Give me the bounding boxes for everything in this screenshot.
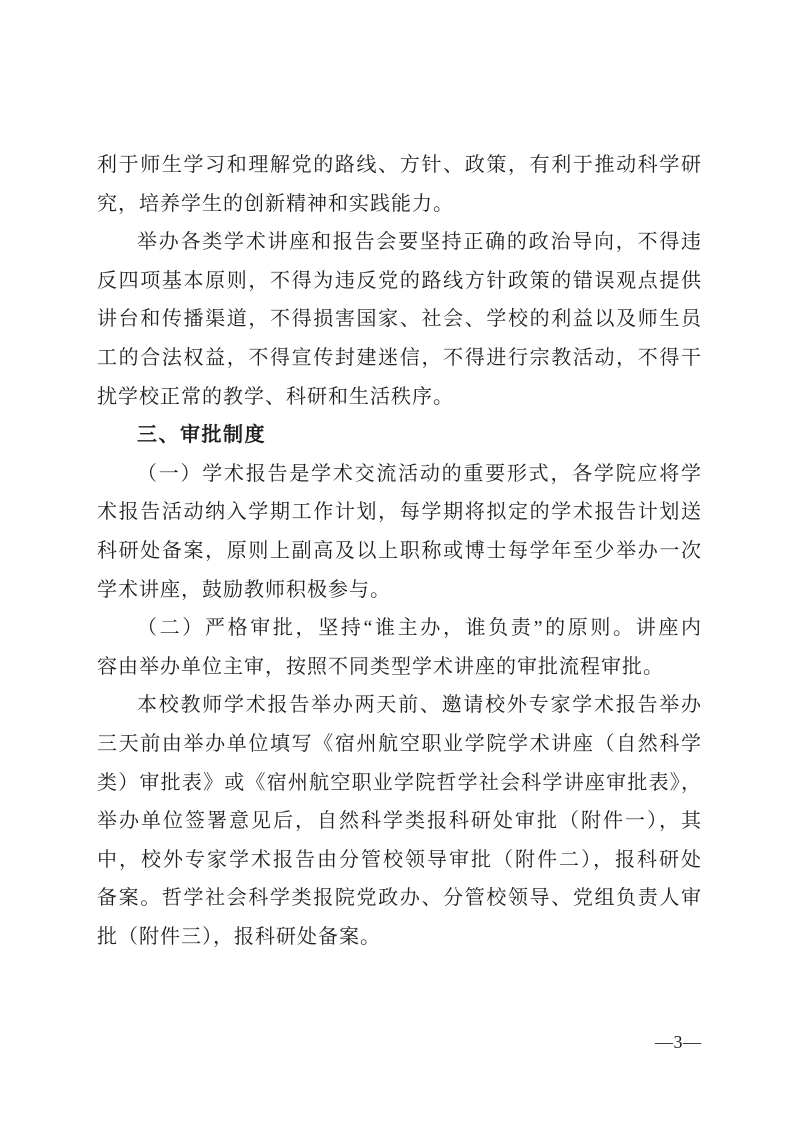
text-line: 学术讲座，鼓励教师积极参与。 <box>97 578 391 601</box>
text-line: 术报告活动纳入学期工作计划，每学期将拟定的学术报告计划送 <box>97 501 701 524</box>
text-line: 三天前由举办单位填写《宿州航空职业学院学术讲座（自然科学 <box>97 732 701 755</box>
text-line: 举办单位签署意见后，自然科学类报科研处审批（附件一），其 <box>97 810 701 833</box>
text-line: （一）学术报告是学术交流活动的重要形式，各学院应将学 <box>137 462 701 485</box>
text-line: 究，培养学生的创新精神和实践能力。 <box>97 192 454 215</box>
text-line: 容由举办单位主审，按照不同类型学术讲座的审批流程审批。 <box>97 655 664 678</box>
text-line: 科研处备案，原则上副高及以上职称或博士每学年至少举办一次 <box>97 539 701 562</box>
section-heading-container <box>97 416 701 455</box>
text-line: 扰学校正常的教学、科研和生活秩序。 <box>97 385 454 408</box>
paragraph-continuation <box>97 146 701 223</box>
text-line: （二）严格审批，坚持“谁主办，谁负责”的原则。讲座内 <box>137 617 701 640</box>
text-line: 举办各类学术讲座和报告会要坚持正确的政治导向，不得违 <box>137 231 701 254</box>
paragraph-political-orientation <box>97 223 701 416</box>
text-line: 批（附件三），报科研处备案。 <box>97 925 381 948</box>
paragraph-approval-process <box>97 686 701 956</box>
text-line: 反四项基本原则，不得为违反党的路线方针政策的错误观点提供 <box>97 269 701 292</box>
text-line: 中，校外专家学术报告由分管校领导审批（附件二），报科研处 <box>97 848 701 871</box>
text-line: 类）审批表》或《宿州航空职业学院哲学社会科学讲座审批表》， <box>97 771 701 794</box>
paragraph-item-one <box>97 455 701 609</box>
document-body <box>97 146 701 956</box>
text-line: 工的合法权益，不得宣传封建迷信，不得进行宗教活动，不得干 <box>97 346 701 369</box>
text-line: 本校教师学术报告举办两天前、邀请校外专家学术报告举办 <box>137 694 701 717</box>
text-line: 备案。哲学社会科学类报院党政办、分管校领导、党组负责人审 <box>97 887 701 910</box>
paragraph-item-two <box>97 609 701 686</box>
page-number: —3— <box>655 1032 702 1052</box>
text-line: 利于师生学习和理解党的路线、方针、政策，有利于推动科学研 <box>97 154 701 176</box>
text-line: 讲台和传播渠道，不得损害国家、社会、学校的利益以及师生员 <box>97 308 701 331</box>
section-heading: 三、审批制度 <box>137 424 266 447</box>
